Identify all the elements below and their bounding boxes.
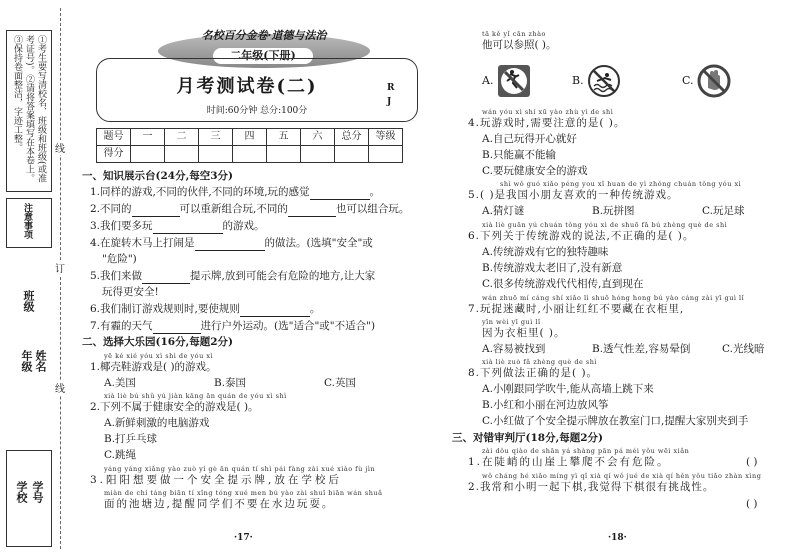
score-input[interactable] xyxy=(199,146,233,163)
option[interactable]: A.猜灯谜 xyxy=(482,205,525,217)
choice-2-5: 5.( )是我国小朋友喜欢的一种传统游戏。 xyxy=(468,189,679,201)
option[interactable]: B.只能赢不能输 xyxy=(482,149,557,161)
section-1-heading: 一、知识展示台(24分,每空3分) xyxy=(82,170,234,182)
pinyin: zài dǒu qiào de shān yá shàng pān pá méi yǒu wēi xiǎn xyxy=(482,447,690,455)
table-cell: 三 xyxy=(199,129,233,146)
judge-3-2-mark[interactable]: ( ) xyxy=(746,498,758,510)
score-input[interactable] xyxy=(267,146,301,163)
no-climbing-icon xyxy=(497,64,531,98)
notes-text: ①考生要写清校名、班级和班级(或准考证号)。②请将答案填写在本卷上。③保持卷面整洁，字迹工整。 xyxy=(12,35,46,183)
score-input[interactable] xyxy=(233,146,267,163)
option[interactable]: B.小红和小丽在河边放风筝 xyxy=(482,399,609,411)
question-1-4-cont: "危险") xyxy=(102,253,137,265)
pinyin: shì wǒ guó xiǎo péng you xǐ huan de yì zhǒng chuán tǒng yóu xì xyxy=(500,180,742,188)
answer-blank[interactable] xyxy=(142,273,190,284)
cut-mark-bottom: 线 xyxy=(55,380,65,395)
field-grade: 年级 xyxy=(20,350,33,372)
table-cell: 五 xyxy=(267,129,301,146)
cut-mark-mid: 订 xyxy=(55,260,65,275)
table-cell: 得分 xyxy=(97,146,131,163)
answer-blank[interactable] xyxy=(153,223,223,234)
pinyin: xià liè guān yú chuán tǒng yóu xì de shuō fǎ bú zhèng què de shì xyxy=(482,221,728,229)
score-table xyxy=(96,128,403,163)
right-page xyxy=(452,0,790,557)
question-1-7: 7.有霾的天气 进行户外运动。(选"适合"或"不适合") xyxy=(90,320,376,332)
choice-2-6: 6.下列关于传统游戏的说法,不正确的是( )。 xyxy=(468,230,695,242)
no-swimming-icon xyxy=(587,64,621,98)
option[interactable]: A.传统游戏有它的独特趣味 xyxy=(482,246,609,258)
table-cell: 四 xyxy=(233,129,267,146)
table-cell: 等级 xyxy=(369,129,403,146)
choice-2-7-cont: 因为衣柜里( )。 xyxy=(482,327,566,339)
answer-blank[interactable] xyxy=(288,206,336,217)
image-option-c[interactable] xyxy=(682,64,731,98)
choice-2-2: 2.下列不属于健康安全的游戏是( )。 xyxy=(90,401,259,413)
judge-3-1-mark[interactable]: ( ) xyxy=(746,456,758,468)
stop-hand-icon xyxy=(697,64,731,98)
series-title: 名校百分金卷·道德与法治 xyxy=(201,29,327,42)
pinyin: tā kě yǐ cān zhào xyxy=(482,30,546,38)
option[interactable]: B.玩拼图 xyxy=(592,205,635,217)
option[interactable]: A.美国 xyxy=(104,377,136,389)
pinyin: xià liè bú shǔ yú jiàn kāng ān quán de yóu xì shì xyxy=(104,392,287,400)
title-box xyxy=(96,58,418,122)
question-1-5: 5.我们来做 提示牌,放到可能会有危险的地方,让大家 xyxy=(90,270,376,282)
score-input[interactable] xyxy=(335,146,369,163)
option[interactable]: C.光线暗 xyxy=(722,343,765,355)
judge-3-2: 2.我常和小明一起下棋,我觉得下棋很有挑战性。 xyxy=(468,481,715,493)
option[interactable]: B.透气性差,容易晕倒 xyxy=(592,343,691,355)
option[interactable]: C.很多传统游戏代代相传,直到现在 xyxy=(482,278,644,290)
page-number-left: ·17· xyxy=(234,533,253,543)
table-cell: 题号 xyxy=(97,129,131,146)
answer-blank[interactable] xyxy=(195,240,265,251)
exam-title: 月考测试卷(二) xyxy=(176,76,318,97)
option[interactable]: A.自己玩得开心就好 xyxy=(482,133,577,145)
table-cell: 六 xyxy=(301,129,335,146)
score-input[interactable] xyxy=(131,146,165,163)
pinyin: wán yóu xì shí xū yào zhù yì de shì xyxy=(482,108,614,116)
table-cell: 一 xyxy=(131,129,165,146)
notes-box xyxy=(6,30,52,192)
notes-label: 注意事项 xyxy=(22,203,32,239)
question-2-3-cont: 他可以参照( )。 xyxy=(482,39,557,51)
section-3-heading: 三、对错审判厅(18分,每题2分) xyxy=(452,432,604,444)
table-cell: 总分 xyxy=(335,129,369,146)
cut-line xyxy=(60,8,61,549)
grade-label: 二年级(下册) xyxy=(213,48,313,64)
pinyin: xià liè zuò fǎ zhèng què de shì xyxy=(482,358,597,366)
pinyin: wǒ cháng hé xiǎo míng yì qǐ xià qí wǒ jué de xià qí hěn yǒu tiǎo zhàn xìng xyxy=(482,472,762,480)
question-1-2: 2.不同的 可以重新组合玩,不同的 也可以组合玩。 xyxy=(90,203,410,215)
field-name: 姓名 xyxy=(34,350,47,372)
choice-2-4: 4.玩游戏时,需要注意的是( )。 xyxy=(468,117,626,129)
pinyin: yáng yáng xiǎng yào zuò yí gè ān quán tí shì pái fàng zài xué xiào fù jìn xyxy=(104,465,376,473)
score-input[interactable] xyxy=(165,146,199,163)
time-score: 时间:60分钟 总分:100分 xyxy=(206,106,308,116)
answer-blank[interactable] xyxy=(153,323,201,334)
field-student-id: 学号 xyxy=(31,481,44,503)
option[interactable]: C.要玩健康安全的游戏 xyxy=(482,165,588,177)
option-label: B. xyxy=(572,74,584,87)
option[interactable]: C.跳绳 xyxy=(104,449,136,461)
score-row-values xyxy=(97,146,403,163)
question-1-1: 1.同样的游戏,不同的伙伴,不同的环境,玩的感觉 。 xyxy=(90,186,381,198)
question-1-5-cont: 玩得更安全! xyxy=(102,286,159,298)
option-label: C. xyxy=(682,74,694,87)
option[interactable]: C.小红做了个安全提示牌放在教室门口,提醒大家别夹到手 xyxy=(482,415,749,427)
left-page xyxy=(82,0,427,557)
edition-mark: RJ xyxy=(387,83,395,107)
score-row-head xyxy=(97,129,403,146)
option-label: A. xyxy=(482,74,494,87)
answer-blank[interactable] xyxy=(310,189,370,200)
answer-blank[interactable] xyxy=(132,206,180,217)
cut-mark-top: 线 xyxy=(55,140,65,155)
option[interactable]: A.容易被找到 xyxy=(482,343,546,355)
image-option-a[interactable] xyxy=(482,64,531,98)
answer-blank[interactable] xyxy=(240,306,310,317)
question-1-4: 4.在旋转木马上打闹是 的做法。(选填"安全"或 xyxy=(90,237,373,249)
page-number-right: ·18· xyxy=(608,533,627,543)
pinyin: yē ké xié yóu xì shì de yóu xì xyxy=(104,352,214,360)
binding-strip xyxy=(0,0,65,557)
score-input[interactable] xyxy=(369,146,403,163)
section-2-heading: 二、选择大乐园(16分,每题2分) xyxy=(82,336,234,348)
field-school: 学校 xyxy=(15,481,28,503)
option[interactable]: C.英国 xyxy=(324,377,356,389)
option[interactable]: A.新鲜刺激的电脑游戏 xyxy=(104,417,210,429)
pinyin: wán zhuō mí cáng shí xiǎo lì shuō hóng hong bú yào cáng zài yī guì lǐ xyxy=(482,294,745,302)
question-1-6: 6.我们制订游戏规则时,要使规则 。 xyxy=(90,303,321,315)
choice-2-7: 7.玩捉迷藏时,小丽让红红不要藏在衣柜里, xyxy=(468,303,685,315)
option[interactable]: B.打乒乓球 xyxy=(104,433,158,445)
option[interactable]: B.泰国 xyxy=(214,377,247,389)
score-input[interactable] xyxy=(301,146,335,163)
option[interactable]: A.小刚跟同学吹牛,能从高墙上跳下来 xyxy=(482,383,654,395)
school-box xyxy=(6,450,52,547)
choice-2-3-cont: 面的池塘边,提醒同学们不要在水边玩耍。 xyxy=(104,498,335,510)
judge-3-1: 1.在陡峭的山崖上攀爬不会有危险。 xyxy=(468,456,670,468)
choice-2-8: 8.下列做法正确的是( )。 xyxy=(468,367,599,379)
question-1-3: 3.我们要多玩 的游戏。 xyxy=(90,220,265,232)
pinyin: miàn de chí táng biān tí xǐng tóng xué men bú yào zài shuǐ biān wán shuǎ xyxy=(104,489,383,497)
choice-2-1: 1.椰壳鞋游戏是( )的游戏。 xyxy=(90,361,217,373)
image-option-b[interactable] xyxy=(572,64,621,98)
pinyin: yīn wèi yī guì lǐ xyxy=(482,318,541,326)
field-class: 班级 xyxy=(22,290,35,312)
option[interactable]: B.传统游戏太老旧了,没有新意 xyxy=(482,262,623,274)
table-cell: 二 xyxy=(165,129,199,146)
option[interactable]: C.玩足球 xyxy=(702,205,745,217)
notes-label-box xyxy=(6,198,52,248)
choice-2-3: 3.阳阳想要做一个安全提示牌,放在学校后 xyxy=(90,474,342,486)
